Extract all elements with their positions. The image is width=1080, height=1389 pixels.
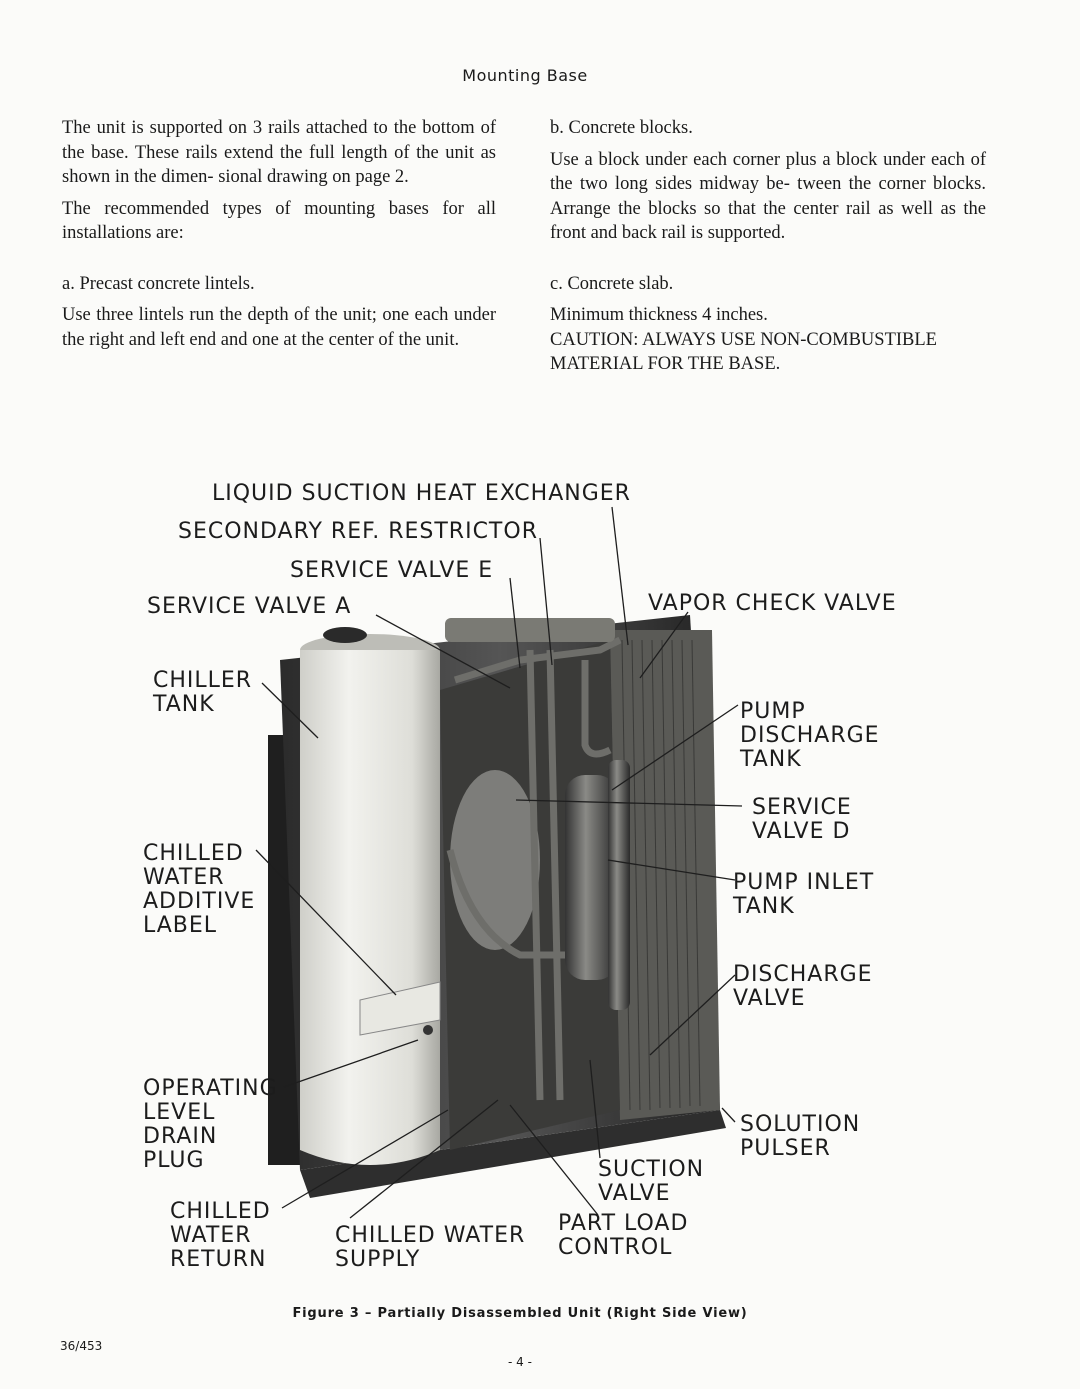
drain-plug	[423, 1025, 433, 1035]
pump-inlet-cylinder	[608, 760, 630, 1010]
label-discharge-valve: DISCHARGE VALVE	[733, 962, 873, 1011]
label-solution-pulser: SOLUTION PULSER	[740, 1112, 861, 1161]
page-heading: Mounting Base	[462, 66, 588, 85]
page-number: - 4 -	[508, 1355, 532, 1369]
item-c-caution: CAUTION: ALWAYS USE NON-COMBUSTIBLE MATERIAL FOR THE BASE.	[550, 329, 937, 374]
document-number: 36/453	[60, 1339, 103, 1353]
item-c-thickness: Minimum thickness 4 inches.	[550, 305, 768, 325]
label-service-valve-e: SERVICE VALVE E	[290, 558, 494, 583]
item-a-text: Use three lintels run the depth of the unit; one each under the right and left end and one at the center of the unit.	[62, 305, 496, 350]
item-b-text: Use a block under each corner plus a block under each of the two long sides midway be- tween the corner blocks. Arrange the blocks so that the center rail as well as the front and back rail is supported.	[550, 149, 986, 243]
paragraph-types: The recommended types of mounting bases for all installations are:	[62, 198, 496, 243]
item-a-title: a. Precast concrete lintels.	[62, 273, 255, 294]
label-secondary-ref-restrictor: SECONDARY REF. RESTRICTOR	[178, 519, 538, 544]
label-service-valve-d: SERVICE VALVE D	[752, 795, 852, 844]
label-chilled-water-return: CHILLED WATER RETURN	[170, 1199, 271, 1272]
heat-exchanger-top	[445, 618, 615, 642]
label-operating-level-drain-plug: OPERATING LEVEL DRAIN PLUG	[143, 1076, 278, 1173]
label-vapor-check-valve: VAPOR CHECK VALVE	[648, 591, 897, 616]
label-service-valve-a: SERVICE VALVE A	[147, 594, 352, 619]
label-pump-inlet-tank: PUMP INLET TANK	[733, 870, 875, 919]
figure-caption: Figure 3 – Partially Disassembled Unit (Right Side View)	[292, 1306, 748, 1321]
chiller-tank	[300, 650, 440, 1165]
label-part-load-control: PART LOAD CONTROL	[558, 1211, 689, 1260]
fan-blade	[450, 770, 540, 950]
item-b-title: b. Concrete blocks.	[550, 118, 693, 138]
label-chilled-water-supply: CHILLED WATER SUPPLY	[335, 1223, 526, 1272]
label-suction-valve: SUCTION VALVE	[598, 1157, 705, 1206]
chiller-tank-cap	[323, 627, 367, 643]
label-liquid-suction-heat-exchanger: LIQUID SUCTION HEAT EXCHANGER	[212, 481, 631, 506]
item-c-title: c. Concrete slab.	[550, 273, 674, 294]
label-chilled-water-additive: CHILLED WATER ADDITIVE LABEL	[143, 841, 256, 938]
label-chiller-tank: CHILLER TANK	[153, 668, 253, 717]
paragraph-rails: The unit is supported on 3 rails attached to the bottom of the base. These rails extend the full length of the unit as shown in the dimen- sional drawing on page 2.	[62, 118, 496, 187]
label-pump-discharge-tank: PUMP DISCHARGE TANK	[740, 699, 880, 772]
